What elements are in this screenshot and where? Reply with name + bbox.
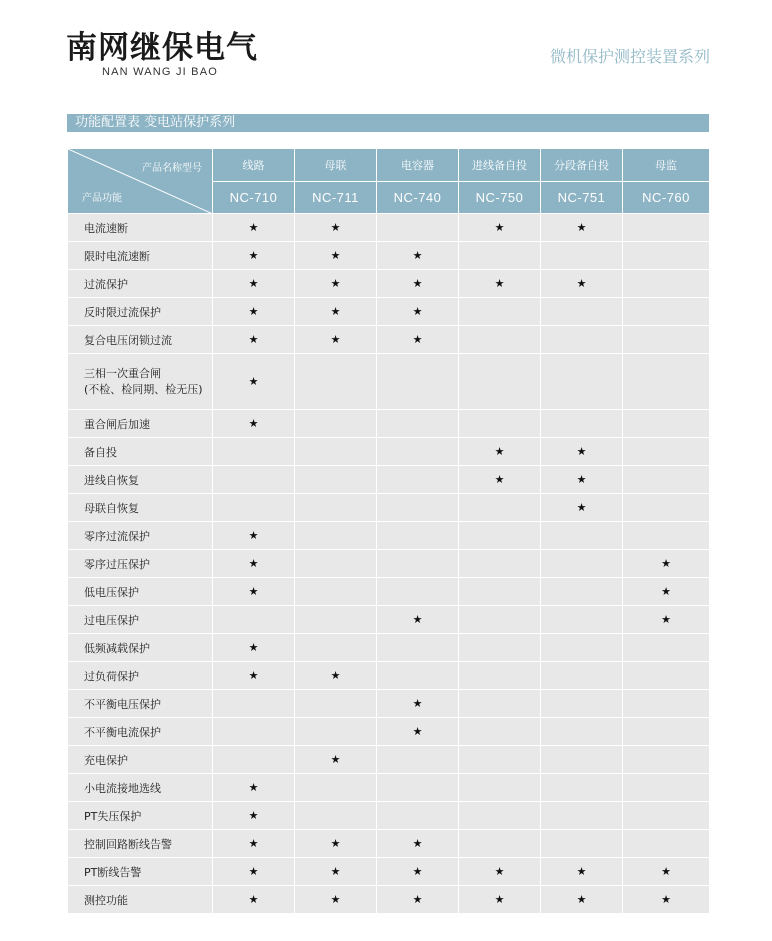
support-cell [213, 410, 295, 438]
support-cell [541, 326, 623, 354]
support-cell [213, 858, 295, 886]
support-cell [541, 830, 623, 858]
support-cell [295, 326, 377, 354]
product-name-header: 线路 [213, 149, 295, 182]
support-cell [295, 802, 377, 830]
support-cell [295, 242, 377, 270]
star-icon: ★ [576, 501, 587, 514]
support-cell [377, 718, 459, 746]
support-cell [459, 886, 541, 914]
table-row [68, 886, 710, 914]
support-cell [541, 886, 623, 914]
support-cell [459, 774, 541, 802]
product-model-header: NC-751 [541, 182, 623, 214]
function-name-cell: 进线自恢复 [68, 466, 213, 494]
star-icon: ★ [494, 445, 505, 458]
support-cell [377, 298, 459, 326]
support-cell [623, 298, 710, 326]
support-cell [213, 886, 295, 914]
table-row [68, 298, 710, 326]
product-model-header: NC-710 [213, 182, 295, 214]
support-cell [459, 326, 541, 354]
support-cell [459, 354, 541, 410]
function-name-line2: (不检、检同期、检无压) [84, 382, 203, 396]
support-cell [213, 578, 295, 606]
support-cell [459, 830, 541, 858]
star-icon: ★ [248, 417, 259, 430]
support-cell [623, 578, 710, 606]
support-cell [295, 886, 377, 914]
support-cell [295, 718, 377, 746]
support-cell [623, 690, 710, 718]
star-icon: ★ [661, 865, 671, 878]
support-cell [295, 466, 377, 494]
support-cell [541, 298, 623, 326]
function-name-cell: 小电流接地选线 [68, 774, 213, 802]
star-icon: ★ [576, 473, 587, 486]
function-name-cell: 不平衡电流保护 [68, 718, 213, 746]
support-cell [377, 606, 459, 634]
table-row [68, 214, 710, 242]
function-name-cell: PT失压保护 [68, 802, 213, 830]
support-cell [623, 746, 710, 774]
star-icon: ★ [248, 557, 259, 570]
table-row [68, 522, 710, 550]
table-row [68, 354, 710, 410]
support-cell [459, 466, 541, 494]
support-cell [459, 550, 541, 578]
support-cell [213, 214, 295, 242]
star-icon: ★ [494, 473, 505, 486]
support-cell [459, 410, 541, 438]
support-cell [213, 522, 295, 550]
star-icon: ★ [248, 221, 259, 234]
function-name-cell: 过流保护 [68, 270, 213, 298]
support-cell [213, 662, 295, 690]
support-cell [213, 802, 295, 830]
star-icon: ★ [248, 249, 259, 262]
table-row [68, 578, 710, 606]
support-cell [541, 270, 623, 298]
support-cell [459, 494, 541, 522]
support-cell [377, 242, 459, 270]
star-icon: ★ [248, 837, 259, 850]
star-icon: ★ [330, 837, 341, 850]
support-cell [459, 270, 541, 298]
star-icon: ★ [330, 277, 341, 290]
support-cell [541, 746, 623, 774]
support-cell [377, 578, 459, 606]
star-icon: ★ [248, 529, 259, 542]
support-cell [541, 690, 623, 718]
support-cell [377, 634, 459, 662]
function-name-cell: 限时电流速断 [68, 242, 213, 270]
support-cell [295, 634, 377, 662]
star-icon: ★ [412, 865, 423, 878]
support-cell [541, 466, 623, 494]
function-name-cell: 测控功能 [68, 886, 213, 914]
support-cell [623, 718, 710, 746]
table-row [68, 634, 710, 662]
support-cell [377, 774, 459, 802]
function-name-cell [68, 354, 213, 410]
star-icon: ★ [330, 669, 341, 682]
table-row [68, 494, 710, 522]
support-cell [459, 606, 541, 634]
function-name-cell: 重合闸后加速 [68, 410, 213, 438]
star-icon: ★ [494, 221, 505, 234]
support-cell [541, 438, 623, 466]
function-name-line1: 三相一次重合闸 [84, 366, 161, 380]
support-cell [623, 802, 710, 830]
support-cell [623, 774, 710, 802]
product-model-header: NC-740 [377, 182, 459, 214]
star-icon: ★ [576, 221, 587, 234]
support-cell [459, 298, 541, 326]
table-row [68, 438, 710, 466]
table-row [68, 830, 710, 858]
support-cell [213, 466, 295, 494]
star-icon: ★ [330, 333, 341, 346]
star-icon: ★ [576, 277, 587, 290]
brand-subtitle: NAN WANG JI BAO [102, 66, 218, 78]
support-cell [213, 718, 295, 746]
table-row [68, 606, 710, 634]
support-cell [541, 662, 623, 690]
star-icon: ★ [248, 375, 259, 388]
support-cell [623, 466, 710, 494]
support-cell [377, 830, 459, 858]
support-cell [213, 270, 295, 298]
support-cell [459, 858, 541, 886]
support-cell [295, 354, 377, 410]
support-cell [623, 550, 710, 578]
support-cell [213, 494, 295, 522]
product-model-header: NC-760 [623, 182, 710, 214]
star-icon: ★ [494, 865, 505, 878]
star-icon: ★ [330, 221, 341, 234]
table-row [68, 410, 710, 438]
corner-model-label: 产品名称型号 [142, 163, 202, 174]
support-cell [541, 354, 623, 410]
support-cell [623, 354, 710, 410]
support-cell [623, 326, 710, 354]
support-cell [213, 242, 295, 270]
star-icon: ★ [412, 613, 423, 626]
function-name-cell: 低电压保护 [68, 578, 213, 606]
star-icon: ★ [661, 893, 671, 906]
support-cell [295, 830, 377, 858]
support-cell [377, 746, 459, 774]
star-icon: ★ [248, 641, 259, 654]
support-cell [541, 522, 623, 550]
star-icon: ★ [412, 697, 423, 710]
support-cell [459, 690, 541, 718]
function-name-cell: 过电压保护 [68, 606, 213, 634]
star-icon: ★ [661, 585, 671, 598]
support-cell [623, 606, 710, 634]
support-cell [295, 550, 377, 578]
support-cell [295, 214, 377, 242]
support-cell [377, 438, 459, 466]
star-icon: ★ [248, 669, 259, 682]
star-icon: ★ [248, 333, 259, 346]
support-cell [295, 774, 377, 802]
support-cell [623, 830, 710, 858]
support-cell [295, 690, 377, 718]
support-cell [623, 410, 710, 438]
support-cell [377, 354, 459, 410]
star-icon: ★ [248, 865, 259, 878]
table-row [68, 662, 710, 690]
star-icon: ★ [494, 277, 505, 290]
function-name-cell: 零序过流保护 [68, 522, 213, 550]
star-icon: ★ [248, 277, 259, 290]
function-name-cell: 低频减载保护 [68, 634, 213, 662]
product-name-header: 进线备自投 [459, 149, 541, 182]
table-row [68, 242, 710, 270]
product-model-header: NC-750 [459, 182, 541, 214]
support-cell [459, 214, 541, 242]
support-cell [541, 634, 623, 662]
star-icon: ★ [412, 837, 423, 850]
table-row [68, 326, 710, 354]
support-cell [213, 354, 295, 410]
table-row [68, 466, 710, 494]
support-cell [541, 718, 623, 746]
star-icon: ★ [330, 305, 341, 318]
star-icon: ★ [412, 893, 423, 906]
support-cell [459, 438, 541, 466]
support-cell [213, 326, 295, 354]
table-row [68, 718, 710, 746]
support-cell [377, 326, 459, 354]
support-cell [377, 662, 459, 690]
support-cell [541, 578, 623, 606]
brand-logo [66, 30, 258, 78]
product-model-header: NC-711 [295, 182, 377, 214]
support-cell [213, 298, 295, 326]
support-cell [459, 662, 541, 690]
star-icon: ★ [330, 753, 341, 766]
function-name-cell: 备自投 [68, 438, 213, 466]
support-cell [295, 522, 377, 550]
support-cell [459, 802, 541, 830]
support-cell [459, 746, 541, 774]
star-icon: ★ [248, 585, 259, 598]
star-icon: ★ [661, 613, 671, 626]
table-row [68, 858, 710, 886]
star-icon: ★ [494, 893, 505, 906]
support-cell [213, 606, 295, 634]
table-row [68, 774, 710, 802]
star-icon: ★ [330, 249, 341, 262]
star-icon: ★ [248, 809, 259, 822]
support-cell [295, 410, 377, 438]
support-cell [295, 746, 377, 774]
support-cell [459, 242, 541, 270]
star-icon: ★ [412, 333, 423, 346]
support-cell [541, 550, 623, 578]
support-cell [541, 606, 623, 634]
support-cell [295, 606, 377, 634]
star-icon: ★ [412, 249, 423, 262]
function-name-cell: PT断线告警 [68, 858, 213, 886]
support-cell [623, 270, 710, 298]
support-cell [295, 298, 377, 326]
support-cell [541, 214, 623, 242]
product-name-header: 母监 [623, 149, 710, 182]
support-cell [377, 522, 459, 550]
support-cell [623, 214, 710, 242]
support-cell [623, 242, 710, 270]
star-icon: ★ [412, 725, 423, 738]
support-cell [541, 802, 623, 830]
support-cell [377, 270, 459, 298]
function-name-cell: 复合电压闭锁过流 [68, 326, 213, 354]
support-cell [213, 774, 295, 802]
star-icon: ★ [412, 277, 423, 290]
support-cell [213, 746, 295, 774]
product-name-header: 母联 [295, 149, 377, 182]
star-icon: ★ [248, 781, 259, 794]
function-name-cell: 反时限过流保护 [68, 298, 213, 326]
star-icon: ★ [661, 557, 671, 570]
support-cell [541, 858, 623, 886]
support-cell [213, 830, 295, 858]
table-row [68, 746, 710, 774]
section-title: 功能配置表 变电站保护系列 [67, 114, 709, 132]
support-cell [295, 662, 377, 690]
table-row [68, 270, 710, 298]
support-cell [377, 802, 459, 830]
table-row [68, 550, 710, 578]
support-cell [541, 410, 623, 438]
support-cell [623, 858, 710, 886]
star-icon: ★ [412, 305, 423, 318]
function-name-cell: 电流速断 [68, 214, 213, 242]
support-cell [541, 242, 623, 270]
support-cell [213, 634, 295, 662]
corner-function-label: 产品功能 [82, 193, 122, 204]
support-cell [377, 550, 459, 578]
support-cell [295, 858, 377, 886]
star-icon: ★ [330, 865, 341, 878]
support-cell [295, 494, 377, 522]
product-name-header: 电容器 [377, 149, 459, 182]
star-icon: ★ [576, 893, 587, 906]
support-cell [623, 634, 710, 662]
star-icon: ★ [248, 893, 259, 906]
support-cell [377, 494, 459, 522]
support-cell [295, 270, 377, 298]
star-icon: ★ [576, 445, 587, 458]
support-cell [459, 578, 541, 606]
support-cell [623, 438, 710, 466]
brand-title: 南网继保电气 [66, 30, 258, 66]
function-config-table [67, 148, 710, 914]
support-cell [213, 438, 295, 466]
support-cell [295, 578, 377, 606]
function-name-cell: 母联自恢复 [68, 494, 213, 522]
function-name-cell: 过负荷保护 [68, 662, 213, 690]
support-cell [459, 634, 541, 662]
support-cell [213, 550, 295, 578]
table-corner-header [68, 149, 213, 214]
support-cell [459, 718, 541, 746]
support-cell [377, 214, 459, 242]
support-cell [541, 494, 623, 522]
function-name-cell: 零序过压保护 [68, 550, 213, 578]
support-cell [623, 494, 710, 522]
function-name-cell: 控制回路断线告警 [68, 830, 213, 858]
series-title: 微机保护测控装置系列 [549, 47, 710, 66]
support-cell [377, 886, 459, 914]
support-cell [459, 522, 541, 550]
star-icon: ★ [330, 893, 341, 906]
star-icon: ★ [576, 865, 587, 878]
product-name-header: 分段备自投 [541, 149, 623, 182]
support-cell [377, 858, 459, 886]
function-name-cell: 充电保护 [68, 746, 213, 774]
table-row [68, 690, 710, 718]
support-cell [623, 662, 710, 690]
support-cell [213, 690, 295, 718]
support-cell [377, 690, 459, 718]
support-cell [377, 466, 459, 494]
support-cell [623, 886, 710, 914]
star-icon: ★ [248, 305, 259, 318]
table-row [68, 802, 710, 830]
function-name-cell: 不平衡电压保护 [68, 690, 213, 718]
support-cell [541, 774, 623, 802]
support-cell [377, 410, 459, 438]
support-cell [623, 522, 710, 550]
support-cell [295, 438, 377, 466]
